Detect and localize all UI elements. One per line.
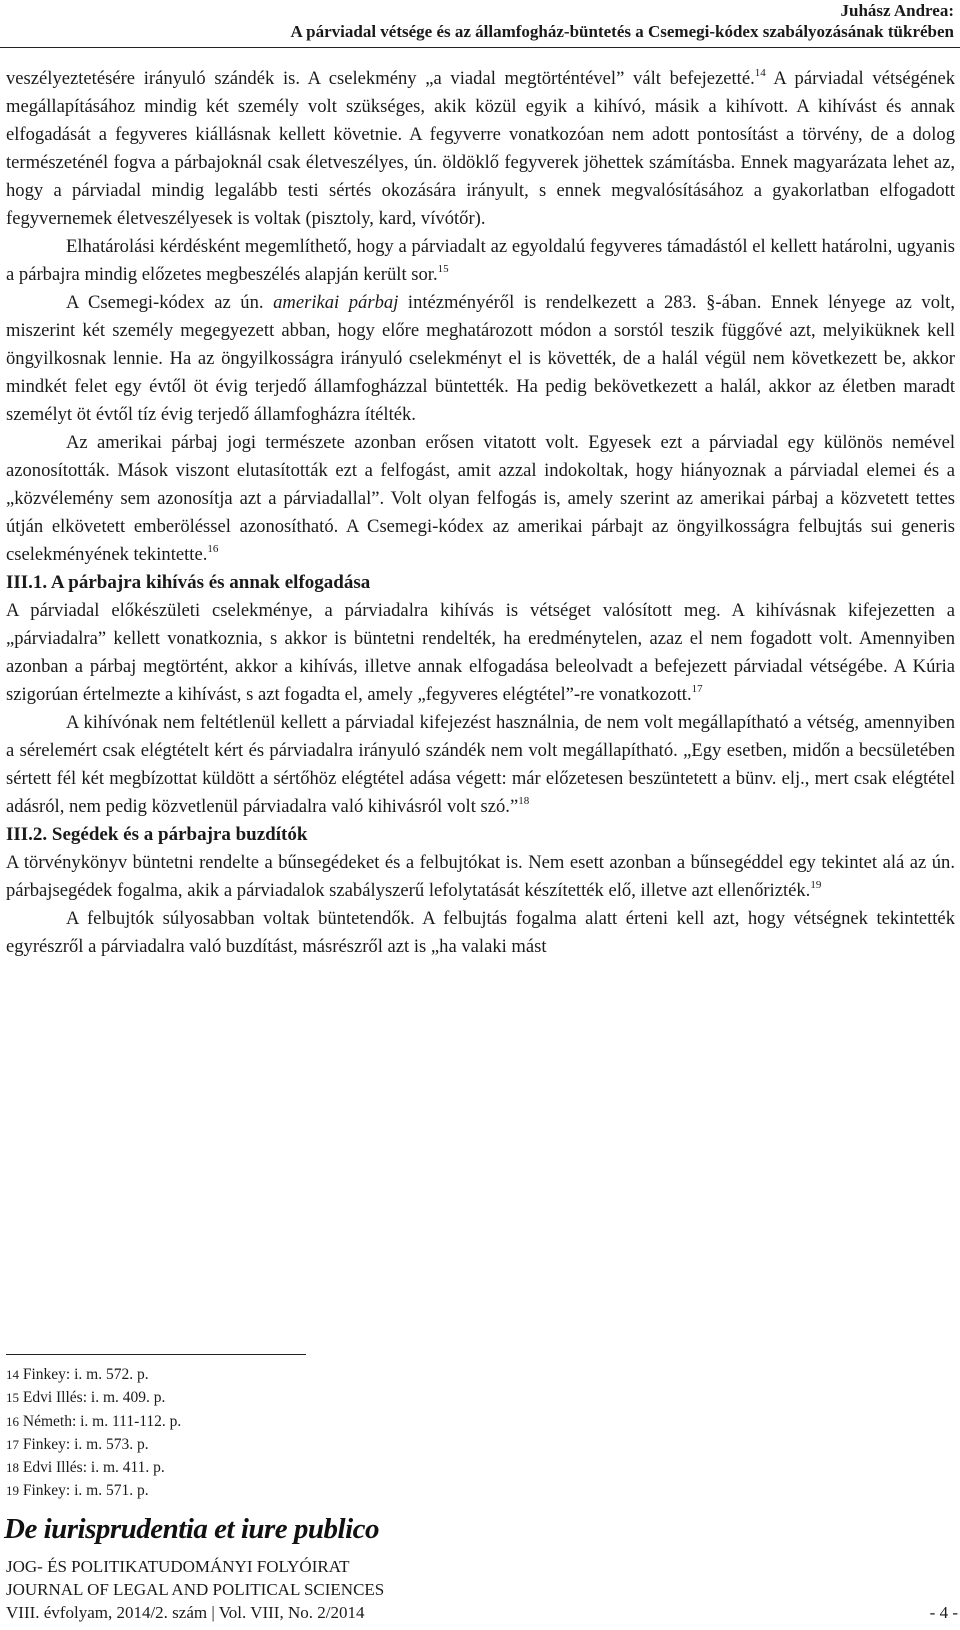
journal-logo: De iurisprudentia et iure publico bbox=[4, 1513, 380, 1545]
footnotes bbox=[6, 1363, 181, 1503]
footnote-ref[interactable]: 14 bbox=[754, 67, 766, 79]
emphasis: amerikai párbaj bbox=[273, 292, 399, 313]
section-heading: III.1. A párbajra kihívás és annak elfogadása bbox=[6, 572, 371, 593]
article-body bbox=[6, 65, 955, 961]
footnote: 14 Finkey: i. m. 572. p. bbox=[6, 1366, 149, 1383]
footnote: 18 Edvi Illés: i. m. 411. p. bbox=[6, 1459, 165, 1477]
footnote: 15 Edvi Illés: i. m. 409. p. bbox=[6, 1389, 166, 1407]
paragraph: veszélyeztetésére irányuló szándék is. A cselekmény „a viadal megtörténtével” vált befejezetté.$^{14}$ A párviadal vétségének megállapításához mindig két személy volt szükséges, akik közül egyik a kihívó, másik a kihívott. A kihívást és annak elfogadását a fegyveres kiállásnak kellett követnie. A fegyverre vonatkozóan nem adott pontosítást a törvény, de a dolog természeténél fogva a párbajoknál csak életveszélyes, ún. öldöklő fegyverek jöhettek számításba. Ennek magyarázata lehet az, hogy a párviadal mindig legalább testi sértés okozására irányult, s ennek megvalósításához a gyakorlatban elfogadott fegyvernemek életveszélyesek is voltak (pisztoly, kard, vívótőr). bbox=[6, 67, 955, 229]
paragraph: A Csemegi-kódex az ún. amerikai párbaj intézményéről is rendelkezett a 283. §-ában. Ennek lényege az volt, miszerint két személy megegyezett abban, hogy előre meghatározott módon a sorstól teszik függővé azt, melyiküknek kell öngyilkosnak lennie. Ha az öngyilkosságra irányuló cselekményt el is követték, de a halál végül nem következett be, akkor mindkét felet egy évtől öt évig terjedő államfogházzal büntették. Ha pedig bekövetkezett a halál, akkor az életben maradt személyt öt évtől tíz évig terjedő államfogházra ítélték. bbox=[6, 292, 955, 425]
footnote: 17 Finkey: i. m. 573. p. bbox=[6, 1435, 149, 1453]
paragraph: A felbujtók súlyosabban voltak büntetendők. A felbujtás fogalma alatt érteni kell azt, hogy vétségnek tekintették egyrészről a párviadalra való buzdítást, másrészről azt is „ha valaki mást bbox=[6, 908, 955, 957]
footnote: 16 Németh: i. m. 111-112. p. bbox=[6, 1412, 182, 1430]
paragraph: A kihívónak nem feltétlenül kellett a párviadal kifejezést használnia, de nem volt megállapítható a vétség, amennyiben a sérelemért csak elégtételt kért és párviadalra irányuló szándék nem volt megállapítható. „Egy esetben, midőn a becsületében sértett fél két megbízottat küldött a sértőhöz elégtétel adása végett: már előzetesen beszüntetett a bünv. elj., mert csak elégtétel adásról, nem pedig közvetlenül párviadalra való kihivásról volt szó.”$^{18}$ bbox=[6, 712, 955, 817]
footnote-divider bbox=[6, 1354, 306, 1355]
page-number: - 4 - bbox=[929, 1603, 958, 1622]
issue-row bbox=[6, 1601, 958, 1624]
header-divider bbox=[0, 47, 960, 48]
footnote-ref[interactable]: 19 bbox=[810, 879, 822, 891]
section-heading: III.2. Segédek és a párbajra buzdítók bbox=[6, 824, 308, 845]
journal-name-en: JOURNAL OF LEGAL AND POLITICAL SCIENCES bbox=[6, 1580, 385, 1599]
footnote-ref[interactable]: 16 bbox=[207, 543, 219, 555]
header-title: A párviadal vétsége és az államfogház-büntetés a Csemegi-kódex szabályozásának tükrében bbox=[290, 22, 954, 41]
paragraph: A párviadal előkészületi cselekménye, a párviadalra kihívás is vétséget valósított meg. A kihívásnak kifejezetten a „párviadalra” kellett vonatkoznia, s akkor is büntetni rendelték, ha eredménytelen, azaz el nem fogadott volt. Amennyiben azonban a párbaj megtörtént, akkor a kihívás, illetve annak elfogadása beleolvadt a befejezett párviadal vétségébe. A Kúria szigorúan értelmezte a kihívást, s azt fogadta el, amely „fegyveres elégtétel”-re vonatkozott.$^{17}$ bbox=[6, 600, 955, 705]
header-author: Juhász Andrea: bbox=[840, 1, 954, 20]
running-header bbox=[2, 0, 954, 42]
paragraph: Elhatárolási kérdésként megemlíthető, hogy a párviadalt az egyoldalú fegyveres támadástól el kellett határolni, ugyanis a párbajra mindig előzetes megbeszélés alapján került sor.$^{15}$ bbox=[6, 236, 955, 285]
footnote-ref[interactable]: 18 bbox=[518, 795, 530, 807]
footnote-ref[interactable]: 15 bbox=[437, 263, 449, 275]
footnote: 19 Finkey: i. m. 571. p. bbox=[6, 1482, 149, 1500]
journal-footer bbox=[6, 1555, 958, 1624]
footnote-ref[interactable]: 17 bbox=[691, 683, 703, 695]
journal-name-hu: JOG- ÉS POLITIKATUDOMÁNYI FOLYÓIRAT bbox=[6, 1557, 350, 1576]
paragraph: A törvénykönyv büntetni rendelte a bűnsegédeket és a felbujtókat is. Nem esett azonban a bűnsegéddel egy tekintet alá az ún. párbajsegédek fogalma, akik a párviadalok szabályszerű lefolytatását készítették elő, illetve azt ellenőrizték.$^{19}$ bbox=[6, 852, 955, 901]
issue-info: VIII. évfolyam, 2014/2. szám | Vol. VIII, No. 2/2014 bbox=[6, 1603, 365, 1622]
paragraph: Az amerikai párbaj jogi természete azonban erősen vitatott volt. Egyesek ezt a párviadal egy különös nemével azonosították. Mások viszont elutasították ezt a felfogást, amit azzal indokoltak, hogy hiányoznak a párviadal elemei és a „közvélemény sem azonosítja azt a párviadallal”. Volt olyan felfogás is, amely szerint az amerikai párbaj a közvetett tettes útján elkövetett emberöléssel azonosítható. A Csemegi-kódex az amerikai párbajt az öngyilkosságra felbujtás sui generis cselekményének tekintette.$^{16}$ bbox=[6, 432, 955, 565]
